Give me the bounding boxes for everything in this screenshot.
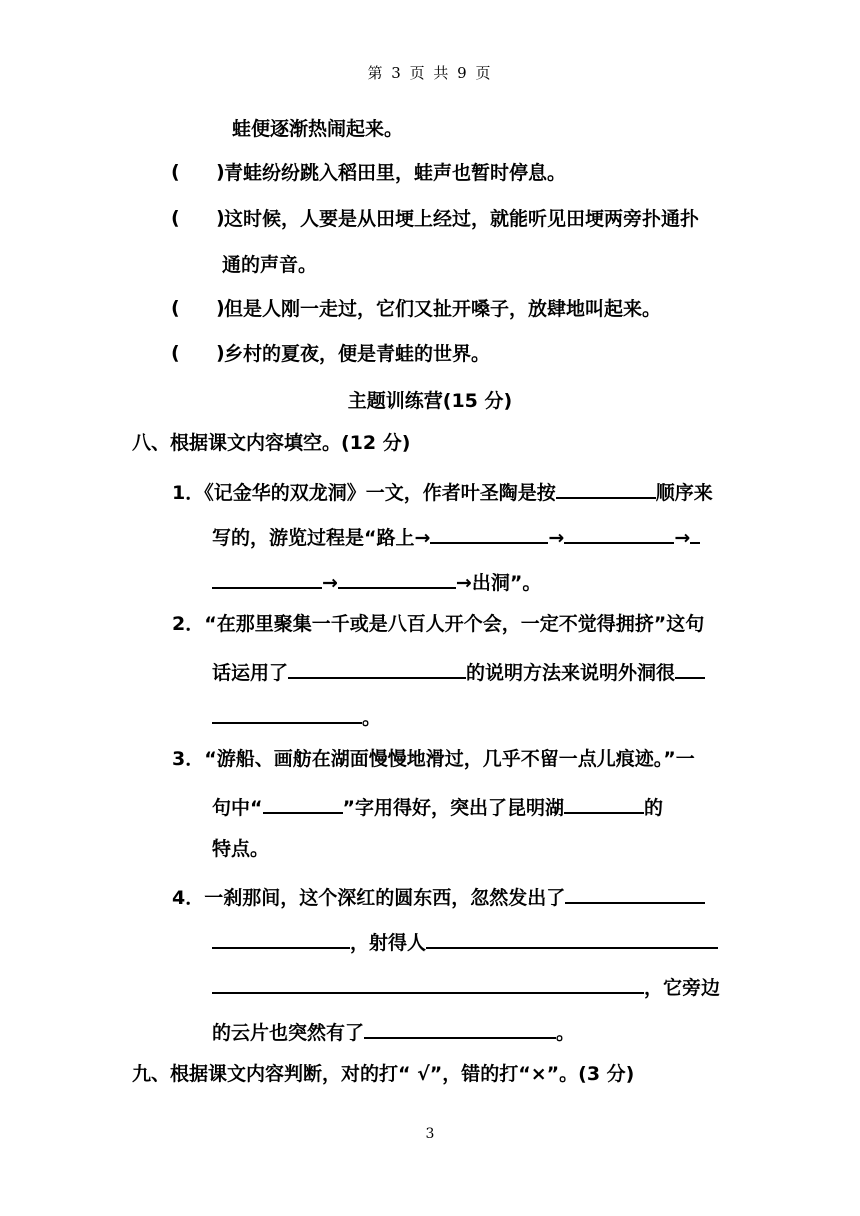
- blank-field[interactable]: [426, 927, 718, 949]
- answer-paren-open: (: [171, 297, 180, 319]
- continued-line: 蛙便逐渐热闹起来。: [232, 118, 404, 140]
- blank-field[interactable]: [565, 882, 705, 904]
- blank-field[interactable]: [212, 927, 350, 949]
- q8-item-4-line-2: [212, 927, 718, 955]
- item-text: 顺序来: [655, 482, 713, 504]
- item-number: 4．: [172, 887, 205, 909]
- answer-paren-close: ): [216, 161, 225, 183]
- arrow-icon: →: [548, 527, 565, 549]
- section-title: 主题训练营(15 分): [347, 390, 513, 412]
- q8-item-3-line-2: [212, 792, 663, 820]
- answer-paren-open: (: [171, 342, 180, 364]
- item-text: 的云片也突然有了: [212, 1022, 365, 1044]
- answer-paren-close: ): [216, 207, 225, 229]
- ordering-item-text: 这时候，人要是从田埂上经过，就能听见田埂两旁扑通扑: [224, 208, 700, 230]
- item-text: 的: [644, 797, 664, 819]
- ordering-item-text: 但是人刚一走过，它们又扯开嗓子，放肆地叫起来。: [224, 298, 662, 320]
- ordering-item-text: 青蛙纷纷跳入稻田里，蛙声也暂时停息。: [224, 162, 567, 184]
- item-text: 话运用了: [212, 662, 289, 684]
- blank-field[interactable]: [338, 567, 456, 589]
- blank-field[interactable]: [564, 792, 644, 814]
- blank-field[interactable]: [675, 657, 705, 679]
- item-number: 2．: [172, 613, 205, 635]
- ordering-item-text-cont: 通的声音。: [222, 254, 318, 276]
- q8-item-3-line-3: 特点。: [212, 838, 270, 860]
- arrow-icon: →: [674, 527, 691, 549]
- item-text: 。: [362, 707, 382, 729]
- page-number: 3: [425, 1126, 435, 1142]
- blank-field[interactable]: [430, 522, 548, 544]
- q8-item-3-line-1: [172, 747, 695, 771]
- q8-item-1-line-2: [212, 522, 700, 550]
- answer-paren-open: (: [171, 161, 180, 183]
- blank-field[interactable]: [564, 522, 674, 544]
- item-text: 《记金华的双龙洞》一文，作者叶圣陶是按: [204, 482, 556, 504]
- item-text: 出洞”。: [471, 572, 542, 594]
- q8-item-1-line-3: [212, 567, 541, 595]
- item-text: 。: [556, 1022, 576, 1044]
- answer-paren-open: (: [171, 207, 180, 229]
- item-text: 的说明方法来说明外洞很: [466, 662, 676, 684]
- q8-item-4-line-3: [212, 972, 720, 1000]
- answer-paren-close: ): [216, 342, 225, 364]
- blank-field[interactable]: [212, 972, 644, 994]
- blank-field[interactable]: [556, 477, 656, 499]
- blank-field[interactable]: [690, 522, 700, 544]
- blank-field[interactable]: [364, 1017, 556, 1039]
- answer-paren-close: ): [216, 297, 225, 319]
- q8-item-2-line-3: [212, 702, 381, 730]
- blank-field[interactable]: [263, 792, 343, 814]
- blank-field[interactable]: [288, 657, 466, 679]
- item-text: ，它旁边: [644, 977, 721, 999]
- item-text: 写的，游览过程是“路上: [212, 527, 415, 549]
- question-8-heading: 八、根据课文内容填空。(12 分): [132, 432, 411, 454]
- blank-field[interactable]: [212, 567, 322, 589]
- item-number: 1．: [172, 482, 205, 504]
- arrow-icon: →: [414, 527, 431, 549]
- arrow-icon: →: [455, 572, 472, 594]
- q8-item-4-line-4: [212, 1017, 575, 1045]
- ordering-item-text: 乡村的夏夜，便是青蛙的世界。: [224, 343, 491, 365]
- arrow-icon: →: [322, 572, 338, 594]
- page-header: 第 3 页 共 9 页: [367, 64, 493, 82]
- item-text: ，射得人: [350, 932, 427, 954]
- q8-item-1-line-1: [172, 477, 713, 505]
- item-number: 3．: [172, 748, 205, 770]
- item-text: “游船、画舫在湖面慢慢地滑过，几乎不留一点儿痕迹。”一: [204, 748, 695, 770]
- item-text: “在那里聚集一千或是八百人开个会，一定不觉得拥挤”这句: [204, 613, 705, 635]
- item-text: 句中“: [212, 797, 263, 819]
- q8-item-2-line-2: [212, 657, 705, 685]
- question-9-heading: 九、根据课文内容判断，对的打“ √”，错的打“×”。(3 分): [132, 1063, 635, 1085]
- q8-item-2-line-1: [172, 612, 704, 636]
- q8-item-4-line-1: [172, 882, 705, 910]
- blank-field[interactable]: [212, 702, 362, 724]
- item-text: 一刹那间，这个深红的圆东西，忽然发出了: [204, 887, 566, 909]
- item-text: ”字用得好，突出了昆明湖: [342, 797, 564, 819]
